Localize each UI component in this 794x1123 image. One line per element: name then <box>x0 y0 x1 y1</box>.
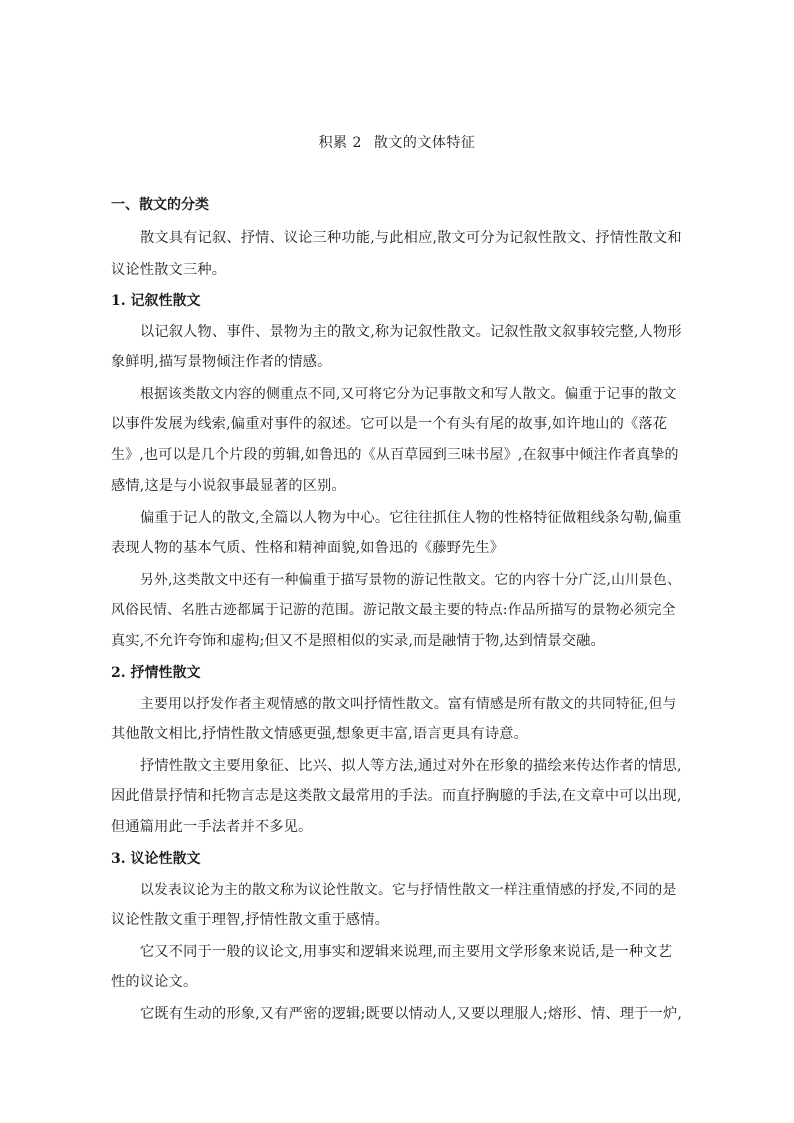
paragraph-line: 生》,也可以是几个片段的剪辑,如鲁迅的《从百草园到三味书屋》,在叙事中倾注作者真挚的 <box>111 447 679 463</box>
paragraph-line: 议论性散文三种。 <box>111 262 227 278</box>
subsection-heading: 1. 记叙性散文 <box>111 293 201 309</box>
paragraph-line: 以事件发展为线索,偏重对事件的叙述。它可以是一个有头有尾的故事,如许地山的《落花 <box>111 416 668 432</box>
paragraph-line: 偏重于记人的散文,全篇以人物为中心。它往往抓住人物的性格特征做粗线条勾勒,偏重 <box>140 510 682 526</box>
paragraph-line: 真实,不允许夸饰和虚构;但又不是照相似的实录,而是融情于物,达到情景交融。 <box>111 633 605 649</box>
paragraph-line: 但通篇用此一手法者并不多见。 <box>111 819 313 835</box>
subsection-heading: 3. 议论性散文 <box>111 851 201 867</box>
paragraph-line: 另外,这类散文中还有一种偏重于描写景物的游记性散文。它的内容十分广泛,山川景色、 <box>140 572 682 588</box>
subsection-heading: 2. 抒情性散文 <box>111 665 201 681</box>
paragraph-line: 感情,这是与小说叙事最显著的区别。 <box>111 478 346 494</box>
paragraph-line: 议论性散文重于理智,抒情性散文重于感情。 <box>111 912 390 928</box>
title-main: 散文的文体特征 <box>373 135 476 151</box>
paragraph-line: 因此借景抒情和托物言志是这类散文最常用的手法。而直抒胸臆的手法,在文章中可以出现, <box>111 788 682 804</box>
paragraph-line: 以记叙人物、事件、景物为主的散文,称为记叙性散文。记叙性散文叙事较完整,人物形 <box>140 324 682 340</box>
paragraph-line: 表现人物的基本气质、性格和精神面貌,如鲁迅的《藤野先生》 <box>111 540 505 556</box>
page-title <box>0 133 794 153</box>
paragraph-line: 它既有生动的形象,又有严密的逻辑;既要以情动人,又要以理服人;熔形、情、理于一炉, <box>140 1006 683 1022</box>
paragraph-line: 其他散文相比,抒情性散文情感更强,想象更丰富,语言更具有诗意。 <box>111 726 528 742</box>
paragraph-line: 风俗民情、名胜古迹都属于记游的范围。游记散文最主要的特点:作品所描写的景物必须完全 <box>111 602 676 618</box>
section-heading: 一、散文的分类 <box>111 197 209 213</box>
paragraph-line: 性的议论文。 <box>111 974 198 990</box>
paragraph-line: 以发表议论为主的散文称为议论性散文。它与抒情性散文一样注重情感的抒发,不同的是 <box>140 882 677 898</box>
paragraph-line: 主要用以抒发作者主观情感的散文叫抒情性散文。富有情感是所有散文的共同特征,但与 <box>140 696 677 712</box>
paragraph-line: 抒情性散文主要用象征、比兴、拟人等方法,通过对外在形象的描绘来传达作者的情思, <box>140 758 682 774</box>
paragraph-line: 它又不同于一般的议论文,用事实和逻辑来说理,而主要用文学形象来说话,是一种文艺 <box>140 944 673 960</box>
paragraph-line: 散文具有记叙、抒情、议论三种功能,与此相应,散文可分为记叙性散文、抒情性散文和 <box>140 230 682 246</box>
title-prefix: 积累 2 <box>318 135 362 151</box>
paragraph-line: 根据该类散文内容的侧重点不同,又可将它分为记事散文和写人散文。偏重于记事的散文 <box>140 386 677 402</box>
paragraph-line: 象鲜明,描写景物倾注作者的情感。 <box>111 354 332 370</box>
